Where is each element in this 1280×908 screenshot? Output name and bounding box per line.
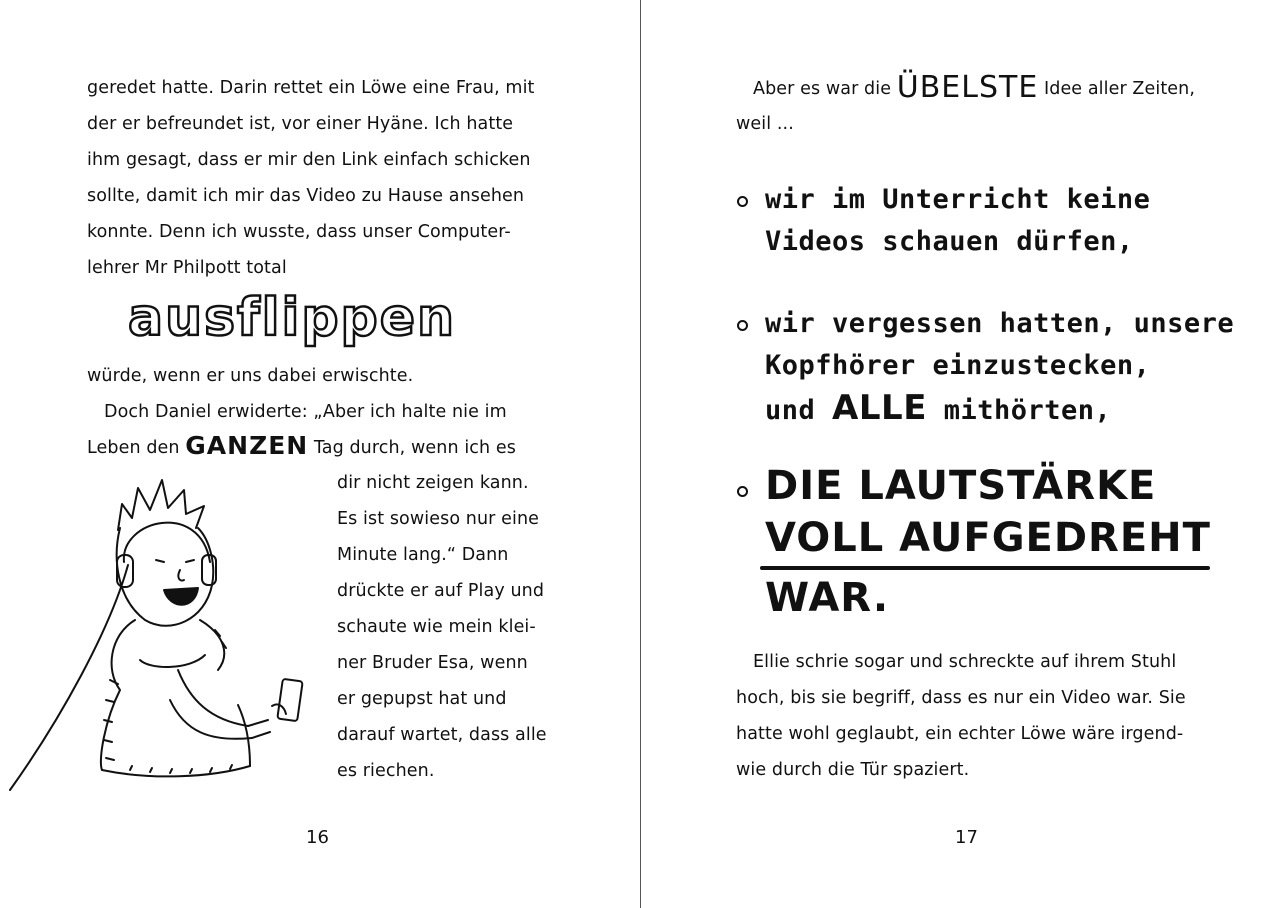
bullet-line: VOLL AUFGEDREHT xyxy=(765,515,1211,561)
text-line: hoch, bis sie begriff, dass es nur ein Video war. Sie xyxy=(736,688,1186,708)
emphasis-word-uebelste: ÜBELSTE xyxy=(896,70,1039,105)
text-line: hatte wohl geglaubt, ein echter Löwe wäre irgend- xyxy=(736,724,1184,744)
text-segment: Idee aller Zeiten, xyxy=(1043,79,1196,99)
text-segment: Leben den xyxy=(87,438,180,458)
boy-with-headphones-illustration xyxy=(0,470,330,800)
emphasis-word-ganzen: GANZEN xyxy=(185,431,309,460)
text-line: er gepupst hat und xyxy=(337,689,507,709)
bullet-line: WAR. xyxy=(765,575,890,621)
text-line: geredet hatte. Darin rettet ein Löwe eine Frau, mit xyxy=(87,78,535,98)
text-line-uebelste xyxy=(753,72,1195,105)
text-segment: mithörten, xyxy=(943,395,1112,426)
bullet-line: wir im Unterricht keine xyxy=(765,184,1151,215)
bullet-line: wir vergessen hatten, unsere xyxy=(765,308,1235,339)
bullet-line: DIE LAUTSTÄRKE xyxy=(765,463,1157,509)
text-line: wie durch die Tür spaziert. xyxy=(736,760,970,780)
bullet-circle-icon xyxy=(737,320,748,331)
text-line: drückte er auf Play und xyxy=(337,581,545,601)
bullet-line: Videos schauen dürfen, xyxy=(765,226,1134,257)
text-line: ihm gesagt, dass er mir den Link einfach schicken xyxy=(87,150,531,170)
text-line: würde, wenn er uns dabei erwischte. xyxy=(87,366,414,386)
text-line: der er befreundet ist, vor einer Hyäne. Ich hatte xyxy=(87,114,514,134)
right-page xyxy=(641,0,1280,908)
bullet-circle-icon xyxy=(737,196,748,207)
text-line-ganzen xyxy=(87,431,516,460)
text-line: Doch Daniel erwiderte: „Aber ich halte nie im xyxy=(104,402,507,422)
text-line: es riechen. xyxy=(337,761,435,781)
text-line: konnte. Denn ich wusste, dass unser Computer- xyxy=(87,222,511,242)
text-segment: und xyxy=(765,395,816,426)
emphasis-word-alle: ALLE xyxy=(832,388,927,428)
text-line: dir nicht zeigen kann. xyxy=(337,473,529,493)
text-line: lehrer Mr Philpott total xyxy=(87,258,287,278)
text-line: weil ... xyxy=(736,114,794,134)
text-line: Ellie schrie sogar und schreckte auf ihrem Stuhl xyxy=(753,652,1177,672)
emphasis-word-ausflippen: ausflippen xyxy=(128,288,457,348)
page-number: 17 xyxy=(955,827,978,848)
text-segment: Aber es war die xyxy=(753,79,892,99)
page-number: 16 xyxy=(306,827,329,848)
text-line: sollte, damit ich mir das Video zu Hause ansehen xyxy=(87,186,525,206)
text-line: ner Bruder Esa, wenn xyxy=(337,653,528,673)
text-line: Minute lang.“ Dann xyxy=(337,545,509,565)
text-line: Es ist sowieso nur eine xyxy=(337,509,540,529)
bullet-circle-icon xyxy=(737,486,748,497)
bullet-line: Kopfhörer einzustecken, xyxy=(765,350,1151,381)
bullet-line-alle xyxy=(765,388,1111,431)
text-line: darauf wartet, dass alle xyxy=(337,725,547,745)
text-segment: Tag durch, wenn ich es xyxy=(313,438,516,458)
text-line: schaute wie mein klei- xyxy=(337,617,536,637)
voll-aufgedreht-underline xyxy=(760,566,1210,570)
